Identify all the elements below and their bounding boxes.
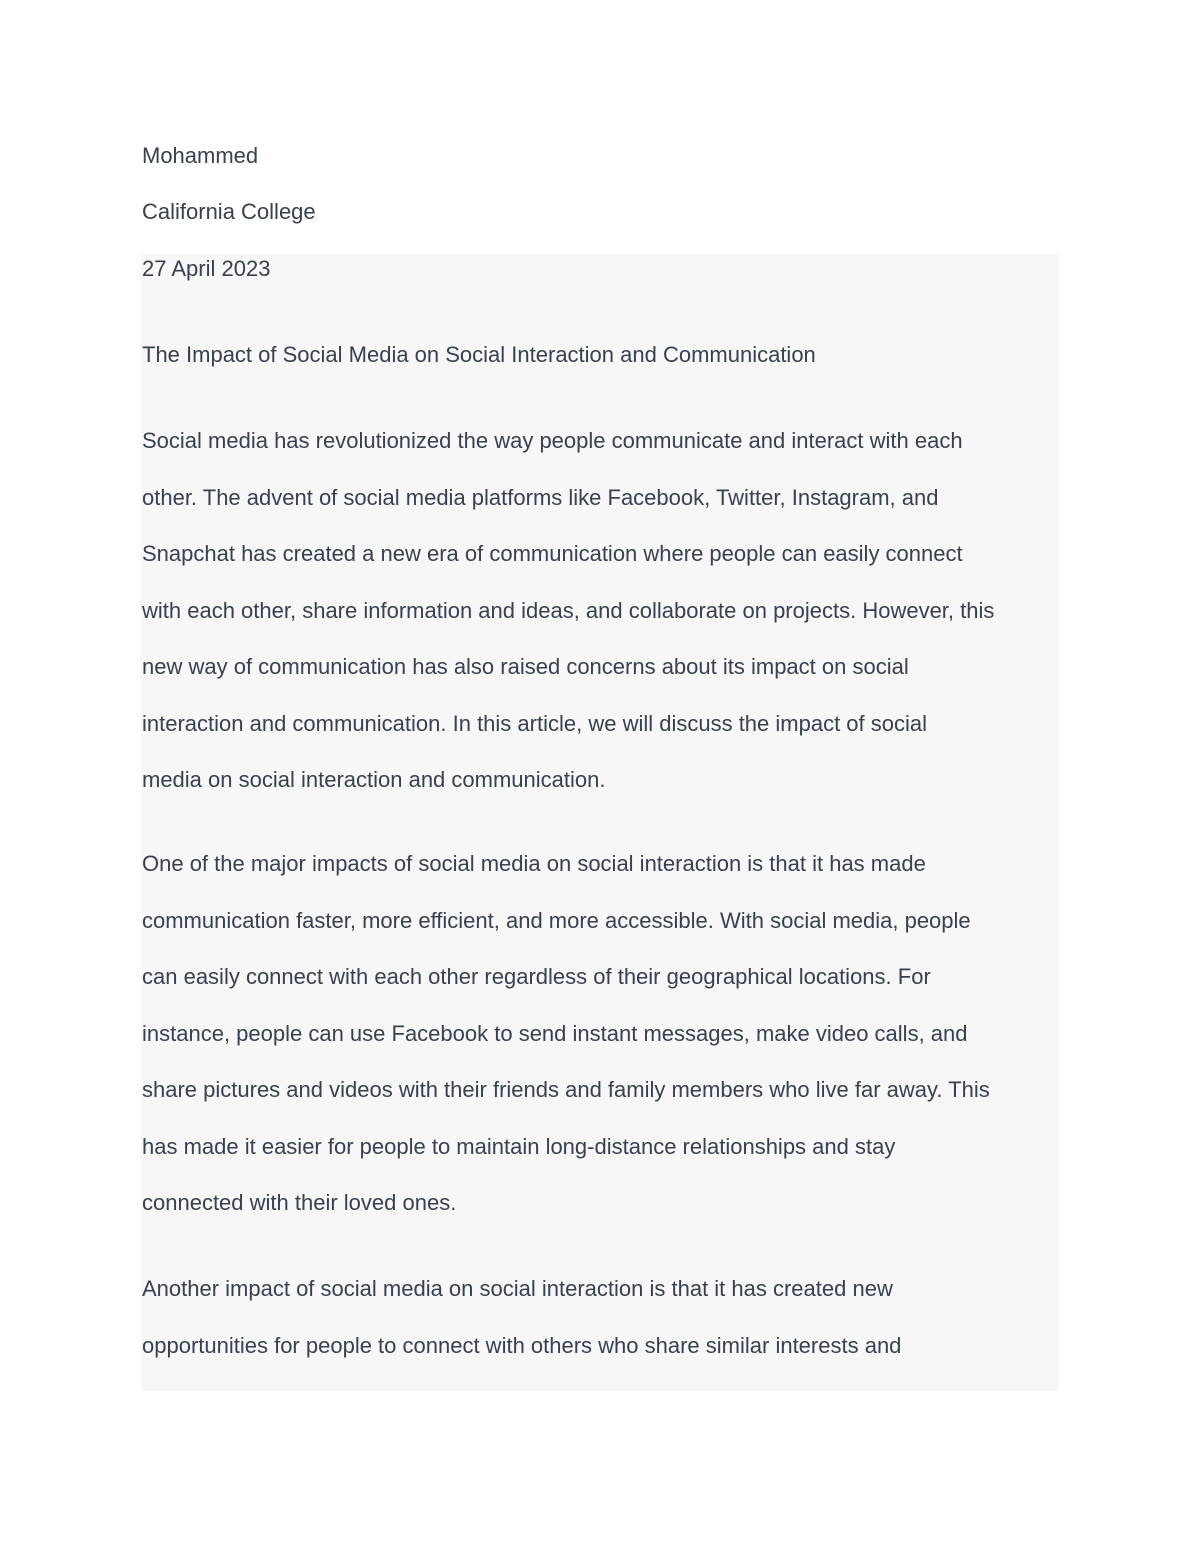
paragraph-line: can easily connect with each other regardless of their geographical locations. For (142, 964, 931, 989)
paragraph-line: media on social interaction and communication. (142, 767, 606, 792)
paragraph-line: Social media has revolutionized the way people communicate and interact with each (142, 428, 963, 453)
paragraph-line: interaction and communication. In this article, we will discuss the impact of social (142, 710, 928, 736)
paragraph-line: Another impact of social media on social interaction is that it has created new (142, 1276, 893, 1301)
paragraph-line: with each other, share information and ideas, and collaborate on projects. However, this (142, 597, 995, 623)
paragraph-new-opportunities (142, 1261, 1060, 1374)
paragraph-line: One of the major impacts of social media on social interaction is that it has made (142, 851, 926, 876)
paragraph-communication-speed (142, 836, 1060, 1232)
paragraph-line: other. The advent of social media platforms like Facebook, Twitter, Instagram, and (142, 484, 939, 510)
author-name: Mohammed (142, 143, 259, 168)
paragraph-line: has made it easier for people to maintain long-distance relationships and stay (142, 1133, 896, 1159)
paragraph-line: Snapchat has created a new era of communication where people can easily connect (142, 541, 963, 566)
college-name: California College (142, 199, 316, 224)
paragraph-line: opportunities for people to connect with others who share similar interests and (142, 1332, 902, 1358)
essay-title: The Impact of Social Media on Social Interaction and Communication (142, 342, 816, 367)
paragraph-line: instance, people can use Facebook to send instant messages, make video calls, and (142, 1020, 968, 1046)
paragraph-line: share pictures and videos with their friends and family members who live far away. This (142, 1077, 990, 1102)
document-date: 27 April 2023 (142, 256, 271, 281)
paragraph-introduction (142, 413, 1060, 809)
paragraph-line: communication faster, more efficient, and more accessible. With social media, people (142, 907, 971, 933)
paragraph-line: connected with their loved ones. (142, 1190, 457, 1215)
paragraph-line: new way of communication has also raised concerns about its impact on social (142, 654, 909, 679)
